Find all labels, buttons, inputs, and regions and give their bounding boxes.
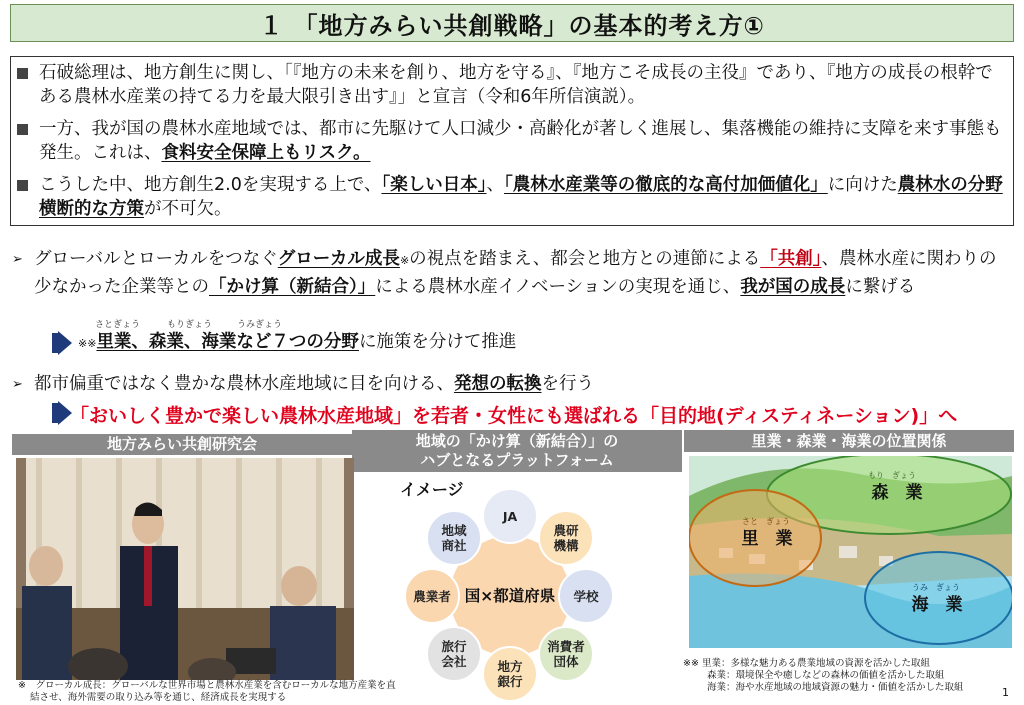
title-bar — [10, 4, 1014, 42]
chevron-right-icon: ➢ — [12, 377, 23, 392]
bullet-square-icon — [17, 180, 28, 191]
intro-text-3b: 、 — [486, 175, 504, 195]
arrow1-text-b: の視点を踏まえ、都会と地方との連節による — [409, 249, 761, 269]
arrow1-text-d: による農林水産イノベーションの実現を通じ、 — [375, 277, 741, 297]
ruby-umigyo: うみぎょう — [237, 320, 283, 330]
intro-emphasis-tanoshii: 「楽しい日本」 — [381, 175, 487, 195]
node-travel-label: 旅行会社 — [441, 639, 467, 669]
page-number: 1 — [1002, 686, 1009, 699]
sub1-mark: ※※ — [78, 337, 97, 350]
node-ja: JA — [482, 488, 538, 544]
intro-item-1 — [39, 61, 1003, 109]
arrow2-hasso: 発想の転換 — [454, 374, 542, 394]
ruby-satogyo: さとぎょう — [95, 320, 141, 330]
arrow2-text-a: 都市偏重ではなく豊かな農林水産地域に目を向ける、 — [34, 374, 454, 394]
node-trading — [426, 510, 482, 566]
position-map — [689, 456, 1012, 648]
landscape-illustration — [689, 456, 1012, 648]
panel-header-platform-line1: 地域の「かけ算（新結合）」の — [415, 432, 619, 450]
footnote-glocal-line1: ※ グローカル成長：グローバルな世界市場と農林水産業を含むローカルな地方産業を直 — [18, 680, 396, 691]
footnote-satogyo: ※※ 里業：多様な魅力ある農業地域の資源を活かした取組 — [683, 658, 930, 669]
map-mori-ruby: もり ぎょう — [868, 471, 916, 480]
meeting-photo-illustration — [16, 458, 354, 680]
panel-header-relation: 里業・森業・海業の位置関係 — [684, 430, 1014, 452]
map-label-sato: 里 業 — [741, 529, 793, 549]
platform-diagram — [398, 486, 638, 698]
intro-emphasis-food-security: 食料安全保障上もリスク。 — [161, 143, 371, 163]
node-consumer — [538, 626, 594, 682]
arrow-item-1 — [12, 246, 1009, 300]
intro-text-2: 一方、我が国の農林水産地域では、都市に先駆けて人口減少・高齢化が著しく進展し、集落機能の維持に支障を来す事態も発生。これは、 — [39, 119, 1002, 163]
ruby-morigyo: もりぎょう — [167, 320, 213, 330]
footnote-morigyo: 森業：環境保全や癒しなどの森林の価値を活かした取組 — [707, 670, 945, 681]
footnote-glocal-line2: 結させ、海外需要の取り込み等を通じ、経済成長を実現する — [30, 692, 287, 703]
arrow2-text-b: を行う — [541, 374, 594, 394]
node-bank — [482, 646, 538, 702]
node-consumer-label: 消費者団体 — [547, 639, 585, 669]
node-school: 学校 — [558, 568, 614, 624]
node-trading-label: 地域商社 — [441, 523, 467, 553]
node-bank-label: 地方銀行 — [497, 659, 523, 689]
sub1-rest: に施策を分けて推進 — [358, 332, 517, 352]
map-label-mori: 森 業 — [871, 483, 923, 503]
arrow1-kyoso: 「共創」 — [760, 249, 822, 269]
intro-text-1: 石破総理は、地方創生に関し、「『地方の未来を創り、地方を守る』、『地方こそ成長の主役』であり、『地方の成長の根幹である農林水産業の持てる力を最大限引き出す』」と宣言（令和6年所信演説）。 — [39, 63, 993, 107]
node-naro — [538, 510, 594, 566]
footnote-glocal — [18, 680, 438, 704]
destination-statement: 「おいしく豊かで楽しい農林水産地域」を若者・女性にも選ばれる「目的地(ディスティネーション)」へ — [70, 405, 958, 427]
arrow1-mark: ※ — [399, 254, 410, 267]
panel-header-platform-line2: ハブとなるプラットフォーム — [420, 451, 614, 469]
bullet-square-icon — [17, 68, 28, 79]
node-farmer: 農業者 — [404, 568, 460, 624]
arrow-item-2 — [12, 371, 1009, 397]
arrow1-text-e: に繋げる — [845, 277, 916, 297]
chevron-right-icon: ➢ — [12, 252, 23, 267]
panel-header-platform — [352, 430, 682, 472]
bullet-square-icon — [17, 124, 28, 135]
arrow1-kakezan: 「かけ算（新結合）」 — [209, 277, 376, 297]
map-label-umi: 海 業 — [911, 595, 963, 615]
map-umi-ruby: うみ ぎょう — [912, 583, 960, 592]
intro-box — [10, 56, 1014, 226]
platform-center: 国×都道府県 — [464, 587, 556, 605]
arrow1-text-c: 、農林水産に関わりの少なかった企業等との — [34, 249, 997, 297]
platform-image-label: イメージ — [400, 480, 464, 499]
intro-text-3a: こうした中、地方創生2.0を実現する上で、 — [39, 175, 382, 195]
node-naro-label: 農研機構 — [553, 523, 579, 553]
page-title: １ 「地方みらい共創戦略」の基本的考え方① — [259, 11, 765, 40]
sub-item-fields — [78, 329, 516, 357]
intro-text-3d: が不可欠。 — [144, 199, 232, 219]
arrow1-glocal: グローカル成長 — [277, 249, 400, 269]
sub1-seven-fields: 里業、森業、海業など７つの分野 — [96, 332, 359, 352]
arrow1-growth: 我が国の成長 — [740, 277, 846, 297]
meeting-photo — [16, 458, 354, 680]
intro-item-3 — [39, 173, 1003, 221]
intro-text-3c: に向けた — [827, 175, 898, 195]
intro-item-2 — [39, 117, 1003, 165]
arrow1-text-a: グローバルとローカルをつなぐ — [34, 249, 278, 269]
footnote-umigyo: 海業：海や水産地域の地域資源の魅力・価値を活かした取組 — [707, 682, 964, 693]
map-sato-ruby: さと ぎょう — [742, 517, 790, 526]
node-travel — [426, 626, 482, 682]
intro-emphasis-cross-sector: 農林水の分野横断的な方策 — [39, 175, 1003, 219]
intro-emphasis-value-add: 「農林水産業等の徹底的な高付加価値化」 — [503, 175, 828, 195]
footnote-fields — [683, 658, 1013, 694]
navy-arrow-icon — [52, 331, 74, 355]
panel-header-research: 地方みらい共創研究会 — [12, 434, 352, 455]
